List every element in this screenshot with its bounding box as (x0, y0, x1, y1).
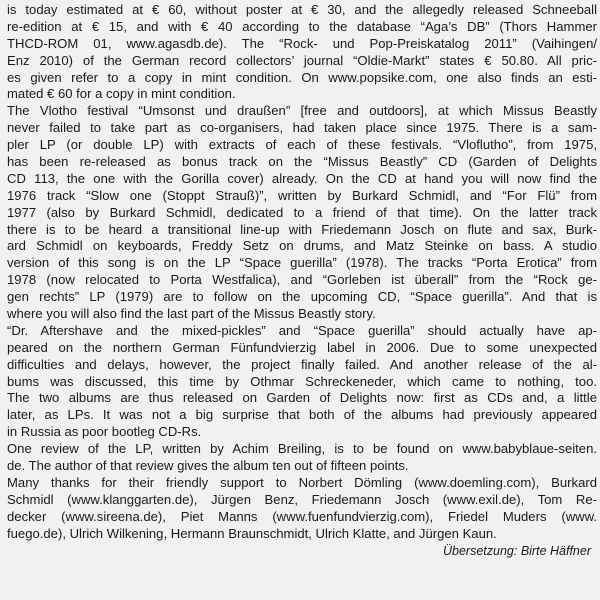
text-line: version of this song is on the LP “Space guerilla” (1978). The tracks “Porta Erotica” from (7, 255, 597, 271)
text-line: Enz 2010) of the German record collectors’ journal “Oldie-Markt” states € 50.80. All pric- (7, 52, 597, 68)
text-line: decker (www.sireena.de), Piet Manns (www.fuenfundvierzig.com), Friedel Muders (www. (7, 508, 597, 524)
text-line: “Dr. Aftershave and the mixed-pickles” and “Space guerilla” should actually have ap- (7, 322, 597, 338)
text-line: THCD-ROM 01, www.agasdb.de). The “Rock- und Pop-Preiskatalog 2011” (Vaihingen/ (7, 35, 597, 51)
text-line: One review of the LP, written by Achim Breiling, is to be found on www.babyblaue-seiten. (7, 441, 597, 457)
text-line: 1978 (now relocated to Porta Westfalica), and “Gorleben ist überall” from the “Rock ge- (7, 272, 597, 288)
text-line: in Russia as poor bootleg CD-Rs. (7, 424, 202, 440)
text-line: pler LP (or double LP) with extracts of each of these festivals. “Vloflutho”, from 1975, (7, 137, 597, 153)
text-line: Schmidl (www.klanggarten.de), Jürgen Benz, Friedemann Josch (www.exil.de), Tom Re- (7, 491, 597, 507)
text-line: gen rechts” LP (1979) are to follow on the upcoming CD, “Space guerilla”. And that is (7, 289, 597, 305)
text-line: there is to be heard a transitional line-up with Friedemann Josch on flute and sax, Burk- (7, 221, 597, 237)
text-line: mated € 60 for a copy in mint condition. (7, 86, 236, 102)
text-line: fuego.de), Ulrich Wilkening, Hermann Braunschmidt, Ulrich Klatte, and Jürgen Kaun. (7, 525, 497, 541)
text-line: difficulties and delays, however, the project finally failed. And another release of the al- (7, 356, 597, 372)
text-line: bums was discussed, this time by Othmar Schreckeneder, which came to nothing, too. (7, 373, 597, 389)
document-page (7, 2, 597, 559)
text-line: Many thanks for their friendly support to Norbert Dömling (www.doemling.com), Burkard (7, 474, 597, 490)
text-body (7, 2, 597, 543)
text-line: 1977 (also by Burkard Schmidl, dedicated to a friend of that time). On the latter track (7, 204, 597, 220)
translation-credit: Übersetzung: Birte Häffner (443, 543, 591, 558)
text-line: es given refer to a copy in mint condition. On www.popsike.com, one also finds an esti- (7, 69, 597, 85)
text-line: never failed to take part as co-organisers, had taken place since 1975. There is a sam- (7, 120, 597, 136)
text-line: CD 113, the one with the Gorilla cover) already. On the CD at hand you will now find the (7, 170, 597, 186)
text-line: peared on the northern German Fünfundvierzig label in 2006. Due to some unexpected (7, 339, 597, 355)
text-line: 1976 track “Slow one (Stoppt Strauß)”, written by Burkard Schmidl, and “For Flü” from (7, 187, 597, 203)
text-line: The Vlotho festival “Umsonst und draußen” [free and outdoors], at which Missus Beastly (7, 103, 597, 119)
text-line: de. The author of that review gives the album ten out of fifteen points. (7, 458, 409, 474)
text-line: where you will also find the last part of the Missus Beastly story. (7, 306, 376, 322)
text-line: The two albums are thus released on Garden of Delights now: first as CDs and, a little (7, 390, 597, 406)
text-line: re-edition at € 15, and with € 40 according to the database “Aga’s DB” (Thors Hammer (7, 18, 597, 34)
text-line: has been re-released as bonus track on the “Missus Beastly” CD (Garden of Delights (7, 154, 597, 170)
text-line: ard Schmidl on keyboards, Freddy Setz on drums, and Matz Steinke on bass. A studio (7, 238, 597, 254)
text-line: later, as LPs. It was not a big surprise that both of the albums had previously appeared (7, 407, 597, 423)
text-line: is today estimated at € 60, without poster at € 30, and the allegedly released Schneeball (7, 2, 597, 17)
